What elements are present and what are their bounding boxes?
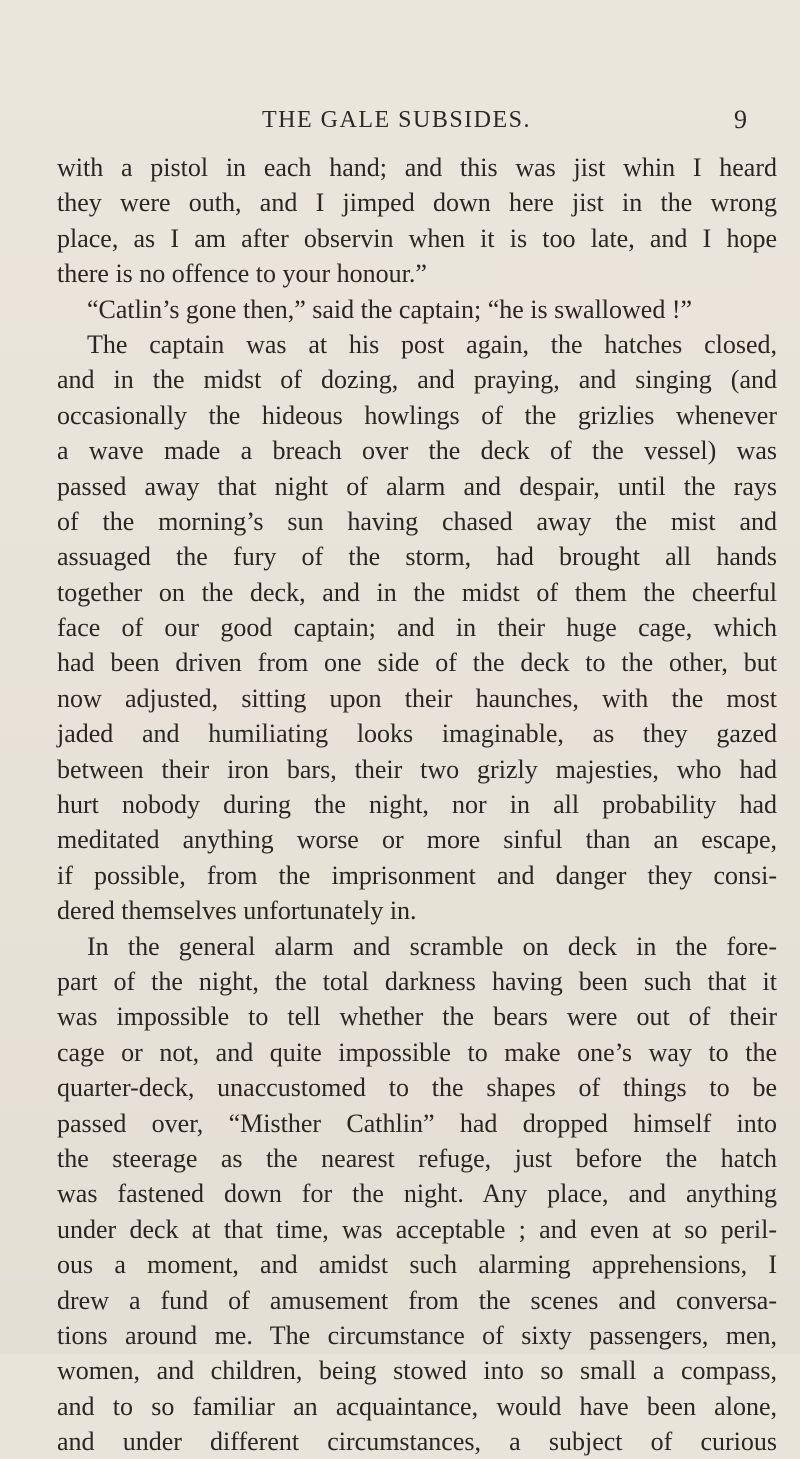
text-line: of the morning’s sun having chased away the mist and — [57, 506, 777, 536]
text-line: hurt nobody during the night, nor in all probability had — [57, 790, 777, 820]
text-line: there is no offence to your honour.” — [57, 259, 427, 289]
text-line: if possible, from the imprisonment and danger they consi- — [57, 860, 777, 890]
text-line: passed over, “Misther Cathlin” had dropped himself into — [57, 1108, 777, 1138]
text-line: face of our good captain; and in their huge cage, which — [57, 613, 777, 643]
text-line: and to so familiar an acquaintance, would have been alone, — [57, 1391, 777, 1421]
text-line: quarter-deck, unaccustomed to the shapes of things to be — [57, 1073, 777, 1103]
page-number: 9 — [734, 105, 747, 134]
text-line: The captain was at his post again, the hatches closed, — [87, 329, 777, 359]
body-text — [57, 150, 777, 1459]
text-line: the steerage as the nearest refuge, just before the hatch — [57, 1143, 777, 1173]
text-line: jaded and humiliating looks imaginable, as they gazed — [57, 719, 777, 749]
text-line: meditated anything worse or more sinful than an escape, — [57, 825, 777, 855]
text-line: assuaged the fury of the storm, had brought all hands — [57, 542, 777, 572]
text-line: they were outh, and I jimped down here jist in the wrong — [57, 188, 777, 218]
text-line: passed away that night of alarm and despair, until the rays — [57, 471, 777, 501]
text-line: with a pistol in each hand; and this was jist whin I heard — [57, 153, 777, 182]
text-line: between their iron bars, their two grizly majesties, who had — [57, 754, 777, 784]
text-line: dered themselves unfortunately in. — [57, 896, 417, 926]
text-line: In the general alarm and scramble on deck in the fore- — [87, 931, 777, 961]
text-line: part of the night, the total darkness having been such that it — [57, 966, 777, 996]
text-line: drew a fund of amusement from the scenes and conversa- — [57, 1285, 777, 1315]
text-line: cage or not, and quite impossible to make one’s way to the — [57, 1037, 777, 1067]
running-title: THE GALE SUBSIDES. — [262, 107, 532, 133]
text-line: together on the deck, and in the midst of them the cheerful — [57, 577, 777, 607]
text-line: was impossible to tell whether the bears were out of their — [57, 1002, 777, 1032]
text-line: “Catlin’s gone then,” said the captain; “he is swallowed !” — [87, 294, 693, 324]
text-line: women, and children, being stowed into so small a compass, — [57, 1356, 777, 1386]
text-line: now adjusted, sitting upon their haunches, with the most — [57, 683, 777, 713]
text-line: and under different circumstances, a subject of curious — [57, 1427, 777, 1457]
running-head — [0, 107, 800, 139]
text-line: under deck at that time, was acceptable ; and even at so peril- — [57, 1214, 777, 1244]
text-line: ous a moment, and amidst such alarming apprehensions, I — [57, 1250, 777, 1280]
text-line: a wave made a breach over the deck of the vessel) was — [57, 436, 777, 466]
text-line: tions around me. The circumstance of sixty passengers, men, — [57, 1320, 777, 1350]
text-line: place, as I am after observin when it is too late, and I hope — [57, 223, 777, 253]
text-line: occasionally the hideous howlings of the grizlies whenever — [57, 400, 777, 430]
text-line: and in the midst of dozing, and praying, and singing (and — [57, 365, 777, 395]
text-line: had been driven from one side of the deck to the other, but — [57, 648, 777, 678]
text-line: was fastened down for the night. Any place, and anything — [57, 1179, 777, 1209]
